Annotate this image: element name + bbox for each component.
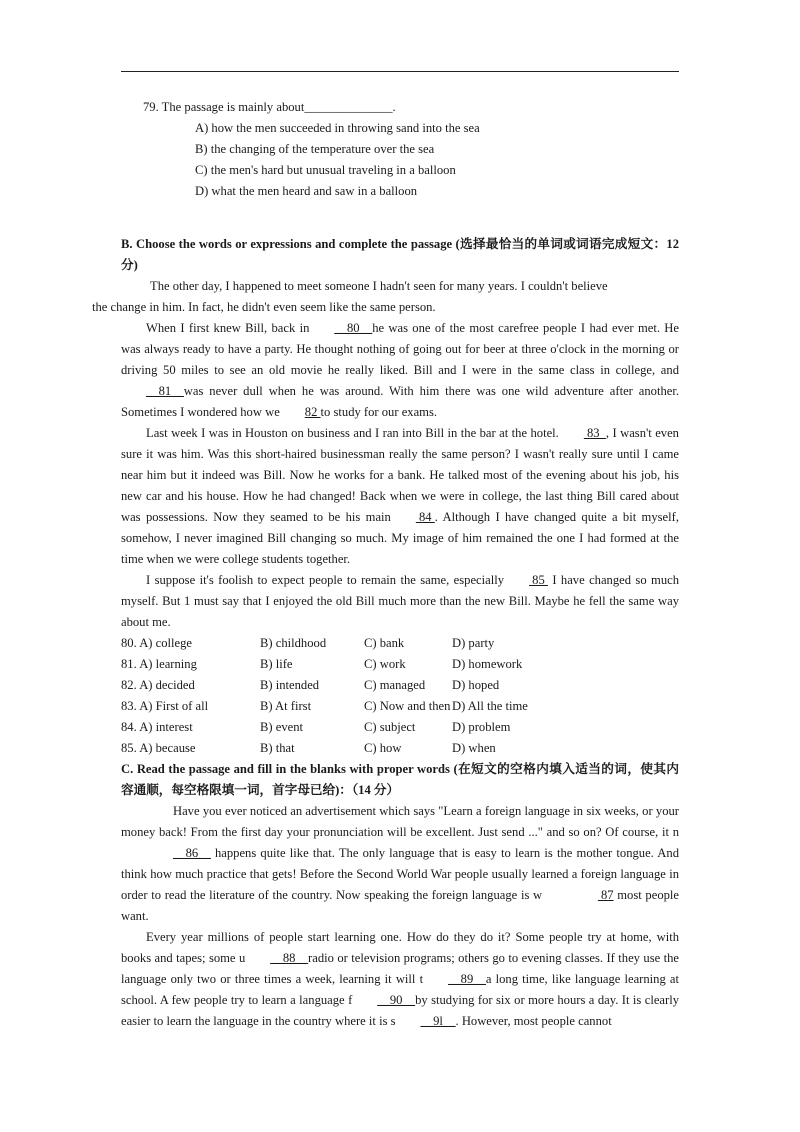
paragraph-text: happens quite like that. The only language that is easy to learn is the mother tongue. And think how much practice that gets! Before the Second World War people usually learned a foreign language in order to read the literature of the country. Now speaking the foreign language is w: [121, 846, 679, 902]
paragraph-text: radio or television programs; others go to evening classes. If they use the language only two or three times a week, learning it will t: [121, 951, 680, 986]
choice-85-d[interactable]: D) when: [452, 741, 496, 755]
choice-83-c[interactable]: C) Now and then: [364, 699, 451, 713]
blank-85[interactable]: 85: [529, 573, 548, 587]
choice-83-d[interactable]: D) All the time: [452, 699, 528, 713]
blank-89[interactable]: __89__: [448, 972, 486, 986]
paragraph-text: , I wasn't even sure it was him. Was this short-haired businessman really the same person? I wasn't really sure until I came near him but it indeed was Bill. Now he works for a bank. He talked most of the evening about his job, his new car and his house. How he had changed! Back when we were in college, the last thing Bill cared about was possessions. Now they seamed to be his main: [121, 426, 679, 524]
blank-84[interactable]: 84: [415, 510, 435, 524]
choices-80: [121, 633, 679, 654]
paragraph-text: most people want.: [121, 888, 679, 923]
header-rule: [121, 71, 679, 72]
paragraph-text: When I first knew Bill, back in: [146, 321, 310, 335]
question-79-blank: ______________.: [304, 100, 396, 114]
blank-90[interactable]: __90__: [377, 993, 416, 1007]
question-79-stem: 79. The passage is mainly about: [143, 100, 305, 114]
paragraph-text: . Although I have changed quite a bit myself, somehow, I never imagined Bill changing so much. My image of him remained the one I had formed at the time when we were college students together.: [121, 510, 679, 566]
blank-80[interactable]: __80__: [334, 321, 373, 335]
choice-84-d[interactable]: D) problem: [452, 720, 511, 734]
blank-91[interactable]: __9l__: [420, 1014, 456, 1028]
choice-83-a[interactable]: 83. A) First of all: [121, 699, 209, 713]
question-79-option-b: B) the changing of the temperature over the sea: [195, 142, 435, 156]
choice-81-a[interactable]: 81. A) learning: [121, 657, 197, 671]
blank-86[interactable]: __86__: [173, 846, 211, 860]
choice-82-d[interactable]: D) hoped: [452, 678, 500, 692]
section-c-paragraph-2: [121, 927, 679, 1032]
choice-80-a[interactable]: 80. A) college: [121, 636, 192, 650]
paragraph-text: . However, most people cannot: [455, 1014, 612, 1028]
paragraph-text: Last week I was in Houston on business and I ran into Bill in the bar at the hotel.: [146, 426, 559, 440]
choice-85-b[interactable]: B) that: [260, 741, 295, 755]
blank-82[interactable]: 82: [304, 405, 321, 419]
section-b-paragraph-2: [121, 318, 679, 423]
choice-85-a[interactable]: 85. A) because: [121, 741, 196, 755]
paragraph-text: I suppose it's foolish to expect people to remain the same, especially: [146, 573, 505, 587]
section-b-paragraph-4: [121, 570, 679, 633]
blank-88[interactable]: __88__: [270, 951, 309, 965]
choice-84-c[interactable]: C) subject: [364, 720, 416, 734]
choices-85: [121, 738, 679, 759]
section-c-heading: C. Read the passage and fill in the blanks with proper words (在短文的空格内填入适当的词，使其内容通顺，每空格限填一词，首字母已给)：（14 分）: [121, 762, 679, 797]
choices-83: [121, 696, 679, 717]
exam-page: [92, 97, 680, 1032]
choices-82: [121, 675, 679, 696]
choice-85-c[interactable]: C) how: [364, 741, 402, 755]
blank-81[interactable]: __81__: [146, 384, 184, 398]
paragraph-text: to study for our exams.: [320, 405, 438, 419]
paragraph-text: Have you ever noticed an advertisement which says "Learn a foreign language in six weeks, or your money back! From the first day your pronunciation will be excellent. Just send ..." and so on? Of course, it n: [121, 804, 679, 839]
choice-80-b[interactable]: B) childhood: [260, 636, 327, 650]
paragraph-text: The other day, I happened to meet someone I hadn't seen for many years. I couldn't believe: [150, 279, 608, 293]
section-c-paragraph-1: [121, 801, 679, 927]
paragraph-text: Every year millions of people start learning one. How do they do it? Some people try at home, with books and tapes; some u: [121, 930, 679, 965]
choice-82-c[interactable]: C) managed: [364, 678, 426, 692]
question-79-option-c: C) the men's hard but unusual traveling in a balloon: [195, 163, 456, 177]
section-b-heading: B. Choose the words or expressions and complete the passage (选择最恰当的单词或词语完成短文：12 分): [121, 237, 679, 272]
choice-84-a[interactable]: 84. A) interest: [121, 720, 193, 734]
section-b-paragraph-1: [92, 276, 679, 318]
choices-84: [121, 717, 679, 738]
question-79: [143, 97, 679, 118]
paragraph-text: I have changed so much myself. But 1 must say that I enjoyed the old Bill much more than the new Bill. Maybe he fell the same way about me.: [121, 573, 680, 629]
blank-83[interactable]: 83: [583, 426, 606, 440]
paragraph-text: was never dull when he was around. With him there was one wild adventure after another. Sometimes I wondered how we: [121, 384, 679, 419]
choice-81-b[interactable]: B) life: [260, 657, 293, 671]
paragraph-text: a long time, like language learning at school. A few people try to learn a language f: [121, 972, 680, 1007]
choice-80-d[interactable]: D) party: [452, 636, 495, 650]
question-79-option-a: A) how the men succeeded in throwing sand into the sea: [195, 121, 480, 135]
blank-87[interactable]: 87: [597, 888, 614, 902]
paragraph-text: by studying for six or more hours a day. It is clearly easier to learn the language in the country where it is s: [121, 993, 679, 1028]
paragraph-text: the change in him. In fact, he didn't even seem like the same person.: [92, 300, 436, 314]
choice-83-b[interactable]: B) At first: [260, 699, 312, 713]
question-79-option-d: D) what the men heard and saw in a balloon: [195, 184, 418, 198]
section-b-paragraph-3: [121, 423, 679, 570]
choice-82-a[interactable]: 82. A) decided: [121, 678, 195, 692]
choice-82-b[interactable]: B) intended: [260, 678, 320, 692]
choice-84-b[interactable]: B) event: [260, 720, 304, 734]
choice-80-c[interactable]: C) bank: [364, 636, 405, 650]
choice-81-c[interactable]: C) work: [364, 657, 406, 671]
choices-81: [121, 654, 679, 675]
paragraph-text: he was one of the most carefree people I had ever met. He was always ready to have a party. He thought nothing of going out for beer at three o'clock in the morning or driving 50 miles to see an old movie he really liked. Bill and I were in the same class in college, and: [121, 321, 679, 377]
choice-81-d[interactable]: D) homework: [452, 657, 523, 671]
